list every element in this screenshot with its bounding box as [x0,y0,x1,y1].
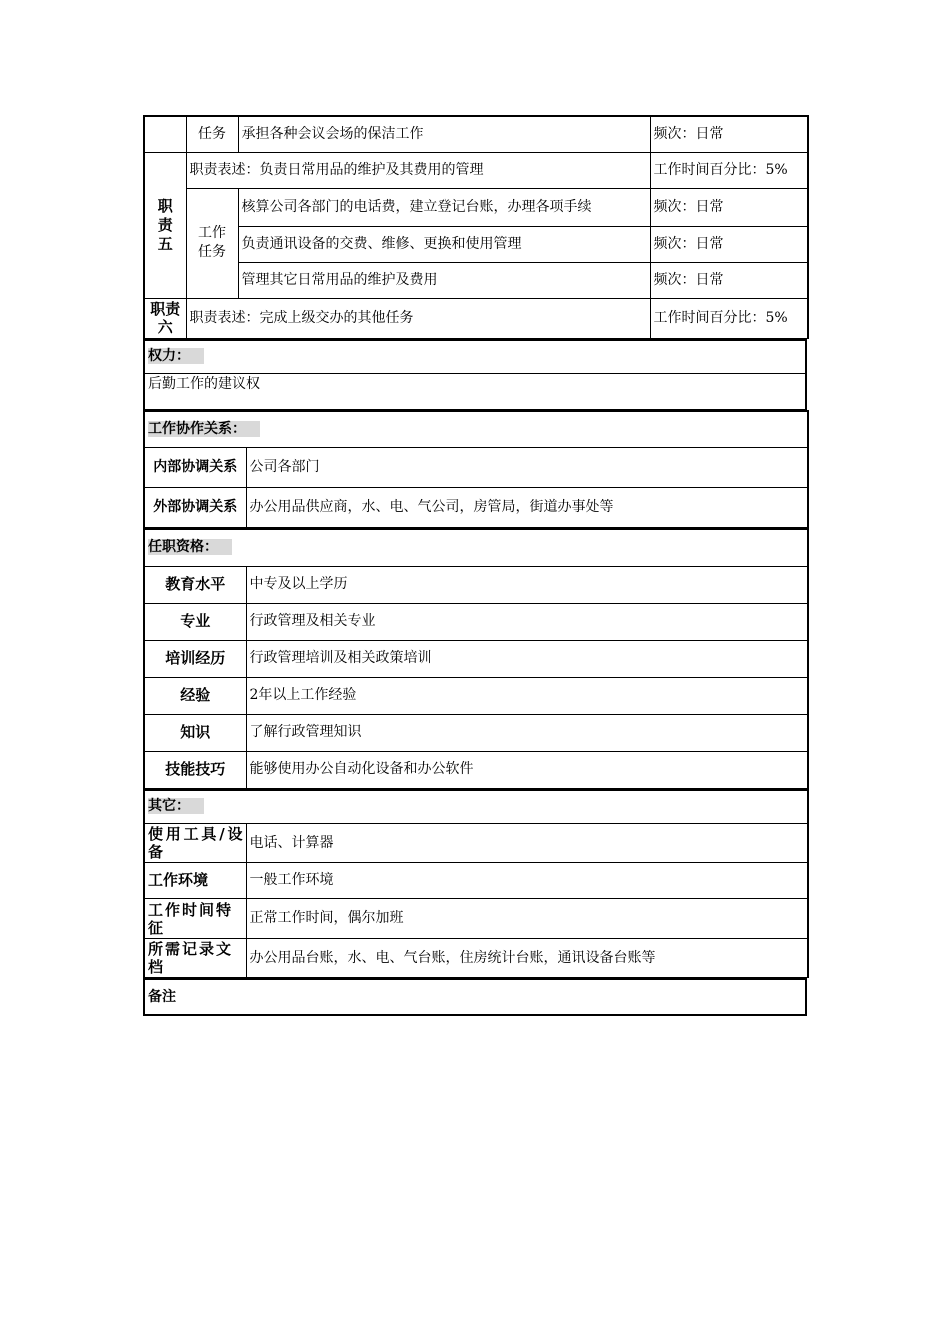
duty5-task-frequency: 频次：日常 [650,188,808,226]
others-heading: 其它： [144,790,808,824]
other-value: 正常工作时间，偶尔加班 [246,899,808,939]
authority-heading: 权力： [144,340,806,374]
remarks-table [143,978,807,1016]
other-label: 工作环境 [144,863,246,899]
qualification-label: 技能技巧 [144,751,246,788]
duty5-description: 职责表述：负责日常用品的维护及其费用的管理 [186,152,650,188]
duty5-percent: 工作时间百分比：5% [650,152,808,188]
other-label: 所需记录文档 [144,939,246,978]
qualification-label: 知识 [144,714,246,751]
task-frequency: 频次：日常 [650,116,808,152]
qualifications-heading: 任职资格： [144,529,808,567]
other-value: 一般工作环境 [246,863,808,899]
duty6-percent: 工作时间百分比：5% [650,298,808,338]
relations-heading: 工作协作关系： [144,411,808,447]
authority-text: 后勤工作的建议权 [144,374,806,410]
qualification-value: 2年以上工作经验 [246,677,808,714]
qualification-label: 专业 [144,603,246,640]
qualification-value: 行政管理培训及相关政策培训 [246,640,808,677]
qualification-value: 中专及以上学历 [246,566,808,603]
qualification-value: 行政管理及相关专业 [246,603,808,640]
other-value: 电话、计算器 [246,824,808,863]
relation-value: 公司各部门 [246,447,808,487]
other-label: 使用工具/设备 [144,824,246,863]
qualification-label: 教育水平 [144,566,246,603]
duty6-description: 职责表述：完成上级交办的其他任务 [186,298,650,338]
job-description-document [143,115,807,1016]
duty5-task-text: 管理其它日常用品的维护及费用 [238,262,650,298]
other-value: 办公用品台账，水、电、气台账，住房统计台账，通讯设备台账等 [246,939,808,978]
relation-value: 办公用品供应商，水、电、气公司，房管局，街道办事处等 [246,487,808,527]
relation-label: 外部协调关系 [144,487,246,527]
other-label: 工作时间特征 [144,899,246,939]
qualification-value: 能够使用办公自动化设备和办公软件 [246,751,808,788]
others-table [143,789,809,979]
duty5-label: 职 责 五 [144,152,186,298]
duty6-label: 职责 六 [144,298,186,338]
duty5-task-text: 核算公司各部门的电话费，建立登记台账，办理各项手续 [238,188,650,226]
duties-table [143,115,809,339]
qualification-value: 了解行政管理知识 [246,714,808,751]
duty5-task-label: 工作 任务 [186,188,238,298]
authority-table [143,339,807,411]
qualifications-table [143,528,809,789]
remarks-heading: 备注 [144,979,806,1015]
qualification-label: 培训经历 [144,640,246,677]
relation-label: 内部协调关系 [144,447,246,487]
duty-empty-cell [144,116,186,152]
task-label: 任务 [186,116,238,152]
duty5-task-text: 负责通讯设备的交费、维修、更换和使用管理 [238,226,650,262]
qualification-label: 经验 [144,677,246,714]
relations-table [143,410,809,528]
duty5-task-frequency: 频次：日常 [650,226,808,262]
task-text: 承担各种会议会场的保洁工作 [238,116,650,152]
duty5-task-frequency: 频次：日常 [650,262,808,298]
